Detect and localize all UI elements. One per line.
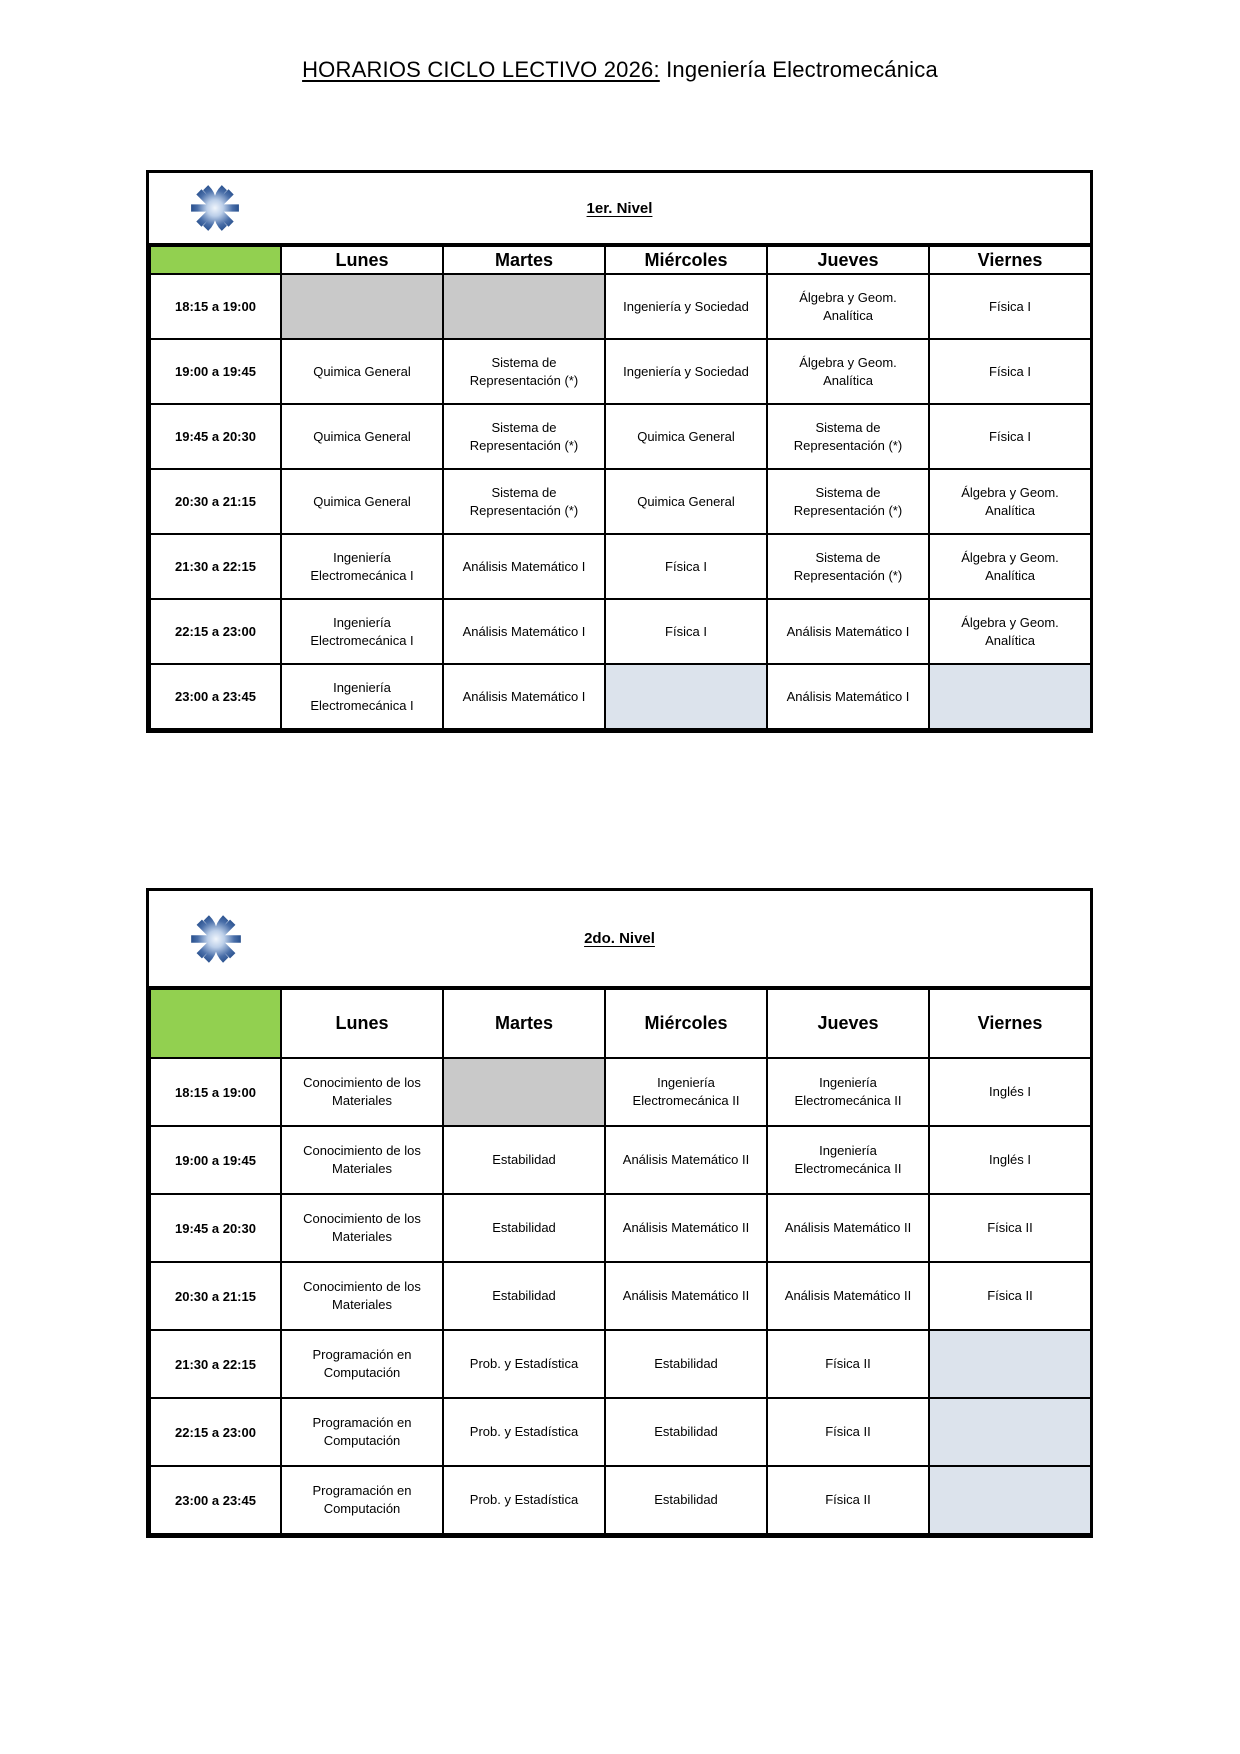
schedule-cell: Física II	[767, 1398, 929, 1466]
schedule-cell: Análisis Matemático I	[443, 664, 605, 729]
empty-schedule-cell	[929, 1398, 1091, 1466]
time-cell: 20:30 a 21:15	[150, 469, 281, 534]
schedule-cell: Ingeniería Electromecánica I	[281, 599, 443, 664]
schedule-cell: Análisis Matemático I	[443, 534, 605, 599]
schedule-row	[150, 1058, 1091, 1126]
time-cell: 21:30 a 22:15	[150, 1330, 281, 1398]
schedule-cell: Estabilidad	[443, 1194, 605, 1262]
schedule-cell: Programación en Computación	[281, 1330, 443, 1398]
schedule-cell: Análisis Matemático II	[767, 1262, 929, 1330]
time-cell: 19:45 a 20:30	[150, 404, 281, 469]
schedule-cell: Álgebra y Geom. Analítica	[929, 534, 1091, 599]
schedule-grid-level-2	[149, 988, 1092, 1535]
time-cell: 19:00 a 19:45	[150, 339, 281, 404]
schedule-cell: Quimica General	[605, 469, 767, 534]
schedule-cell: Sistema de Representación (*)	[767, 404, 929, 469]
title-rest-part: Ingeniería Electromecánica	[659, 56, 938, 82]
schedule-cell: Física II	[767, 1466, 929, 1534]
time-cell: 23:00 a 23:45	[150, 664, 281, 729]
schedule-cell: Física I	[605, 534, 767, 599]
time-cell: 23:00 a 23:45	[150, 1466, 281, 1534]
corner-cell	[150, 246, 281, 274]
schedule-table-level-2	[146, 888, 1093, 1538]
schedule-cell: Conocimiento de los Materiales	[281, 1126, 443, 1194]
schedule-cell: Física I	[929, 339, 1091, 404]
day-header: Miércoles	[605, 246, 767, 274]
day-header: Martes	[443, 989, 605, 1058]
schedule-cell: Física II	[767, 1330, 929, 1398]
empty-schedule-cell	[281, 274, 443, 339]
schedule-cell: Ingeniería Electromecánica I	[281, 534, 443, 599]
empty-schedule-cell	[929, 664, 1091, 729]
empty-schedule-cell	[443, 274, 605, 339]
schedule-cell: Estabilidad	[443, 1262, 605, 1330]
time-cell: 18:15 a 19:00	[150, 1058, 281, 1126]
schedule-cell: Física I	[929, 404, 1091, 469]
schedule-row	[150, 339, 1091, 404]
schedule-cell: Prob. y Estadística	[443, 1466, 605, 1534]
schedule-cell: Conocimiento de los Materiales	[281, 1058, 443, 1126]
schedule-cell: Quimica General	[281, 404, 443, 469]
schedule-cell: Álgebra y Geom. Analítica	[767, 339, 929, 404]
schedule-cell: Álgebra y Geom. Analítica	[929, 599, 1091, 664]
utn-logo-icon	[189, 909, 243, 969]
utn-logo-icon	[189, 180, 241, 236]
schedule-cell: Ingeniería Electromecánica I	[281, 664, 443, 729]
schedule-cell: Sistema de Representación (*)	[767, 534, 929, 599]
schedule-cell: Física I	[605, 599, 767, 664]
schedule-table-level-1	[146, 170, 1093, 733]
day-header: Martes	[443, 246, 605, 274]
schedule-cell: Análisis Matemático II	[605, 1262, 767, 1330]
schedule-cell: Ingeniería Electromecánica II	[605, 1058, 767, 1126]
schedule-cell: Análisis Matemático I	[443, 599, 605, 664]
page-title	[0, 57, 1240, 83]
level-label: 2do. Nivel	[584, 930, 655, 947]
empty-schedule-cell	[929, 1466, 1091, 1534]
time-cell: 19:45 a 20:30	[150, 1194, 281, 1262]
schedule-cell: Programación en Computación	[281, 1398, 443, 1466]
time-cell: 20:30 a 21:15	[150, 1262, 281, 1330]
schedule-cell: Inglés I	[929, 1126, 1091, 1194]
schedule-cell: Conocimiento de los Materiales	[281, 1262, 443, 1330]
schedule-cell: Estabilidad	[605, 1330, 767, 1398]
day-header: Lunes	[281, 246, 443, 274]
day-header: Jueves	[767, 989, 929, 1058]
schedule-cell: Análisis Matemático I	[767, 664, 929, 729]
time-cell: 21:30 a 22:15	[150, 534, 281, 599]
schedule-row	[150, 1466, 1091, 1534]
title-underlined-part: HORARIOS CICLO LECTIVO 2026:	[302, 56, 660, 82]
schedule-cell: Física I	[929, 274, 1091, 339]
day-header: Lunes	[281, 989, 443, 1058]
level-2-header-band	[149, 891, 1090, 988]
schedule-cell: Estabilidad	[605, 1466, 767, 1534]
schedule-row	[150, 1194, 1091, 1262]
day-header: Miércoles	[605, 989, 767, 1058]
empty-schedule-cell	[443, 1058, 605, 1126]
day-header: Viernes	[929, 246, 1091, 274]
time-cell: 22:15 a 23:00	[150, 1398, 281, 1466]
schedule-grid-level-1	[149, 245, 1092, 730]
day-header: Viernes	[929, 989, 1091, 1058]
schedule-cell: Análisis Matemático II	[605, 1126, 767, 1194]
schedule-cell: Conocimiento de los Materiales	[281, 1194, 443, 1262]
schedule-row	[150, 1262, 1091, 1330]
schedule-cell: Ingeniería y Sociedad	[605, 274, 767, 339]
schedule-row	[150, 404, 1091, 469]
empty-schedule-cell	[605, 664, 767, 729]
schedule-cell: Sistema de Representación (*)	[767, 469, 929, 534]
schedule-cell: Estabilidad	[605, 1398, 767, 1466]
schedule-cell: Inglés I	[929, 1058, 1091, 1126]
schedule-row	[150, 664, 1091, 729]
schedule-row	[150, 599, 1091, 664]
schedule-cell: Prob. y Estadística	[443, 1398, 605, 1466]
schedule-cell: Física II	[929, 1194, 1091, 1262]
day-header: Jueves	[767, 246, 929, 274]
schedule-cell: Ingeniería Electromecánica II	[767, 1058, 929, 1126]
schedule-cell: Sistema de Representación (*)	[443, 339, 605, 404]
schedule-cell: Prob. y Estadística	[443, 1330, 605, 1398]
schedule-cell: Análisis Matemático II	[605, 1194, 767, 1262]
day-header-row	[150, 989, 1091, 1058]
schedule-cell: Sistema de Representación (*)	[443, 404, 605, 469]
schedule-cell: Quimica General	[605, 404, 767, 469]
schedule-row	[150, 469, 1091, 534]
time-cell: 22:15 a 23:00	[150, 599, 281, 664]
schedule-row	[150, 274, 1091, 339]
schedule-cell: Análisis Matemático II	[767, 1194, 929, 1262]
schedule-cell: Álgebra y Geom. Analítica	[929, 469, 1091, 534]
empty-schedule-cell	[929, 1330, 1091, 1398]
schedule-cell: Álgebra y Geom. Analítica	[767, 274, 929, 339]
schedule-row	[150, 1398, 1091, 1466]
schedule-cell: Estabilidad	[443, 1126, 605, 1194]
level-label: 1er. Nivel	[586, 199, 653, 217]
schedule-row	[150, 1330, 1091, 1398]
schedule-row	[150, 1126, 1091, 1194]
level-1-header-band	[149, 173, 1090, 245]
time-cell: 18:15 a 19:00	[150, 274, 281, 339]
corner-cell	[150, 989, 281, 1058]
day-header-row	[150, 246, 1091, 274]
schedule-cell: Física II	[929, 1262, 1091, 1330]
schedule-cell: Programación en Computación	[281, 1466, 443, 1534]
schedule-cell: Quimica General	[281, 339, 443, 404]
time-cell: 19:00 a 19:45	[150, 1126, 281, 1194]
schedule-cell: Sistema de Representación (*)	[443, 469, 605, 534]
schedule-row	[150, 534, 1091, 599]
schedule-cell: Ingeniería y Sociedad	[605, 339, 767, 404]
schedule-cell: Análisis Matemático I	[767, 599, 929, 664]
schedule-cell: Ingeniería Electromecánica II	[767, 1126, 929, 1194]
schedule-cell: Quimica General	[281, 469, 443, 534]
